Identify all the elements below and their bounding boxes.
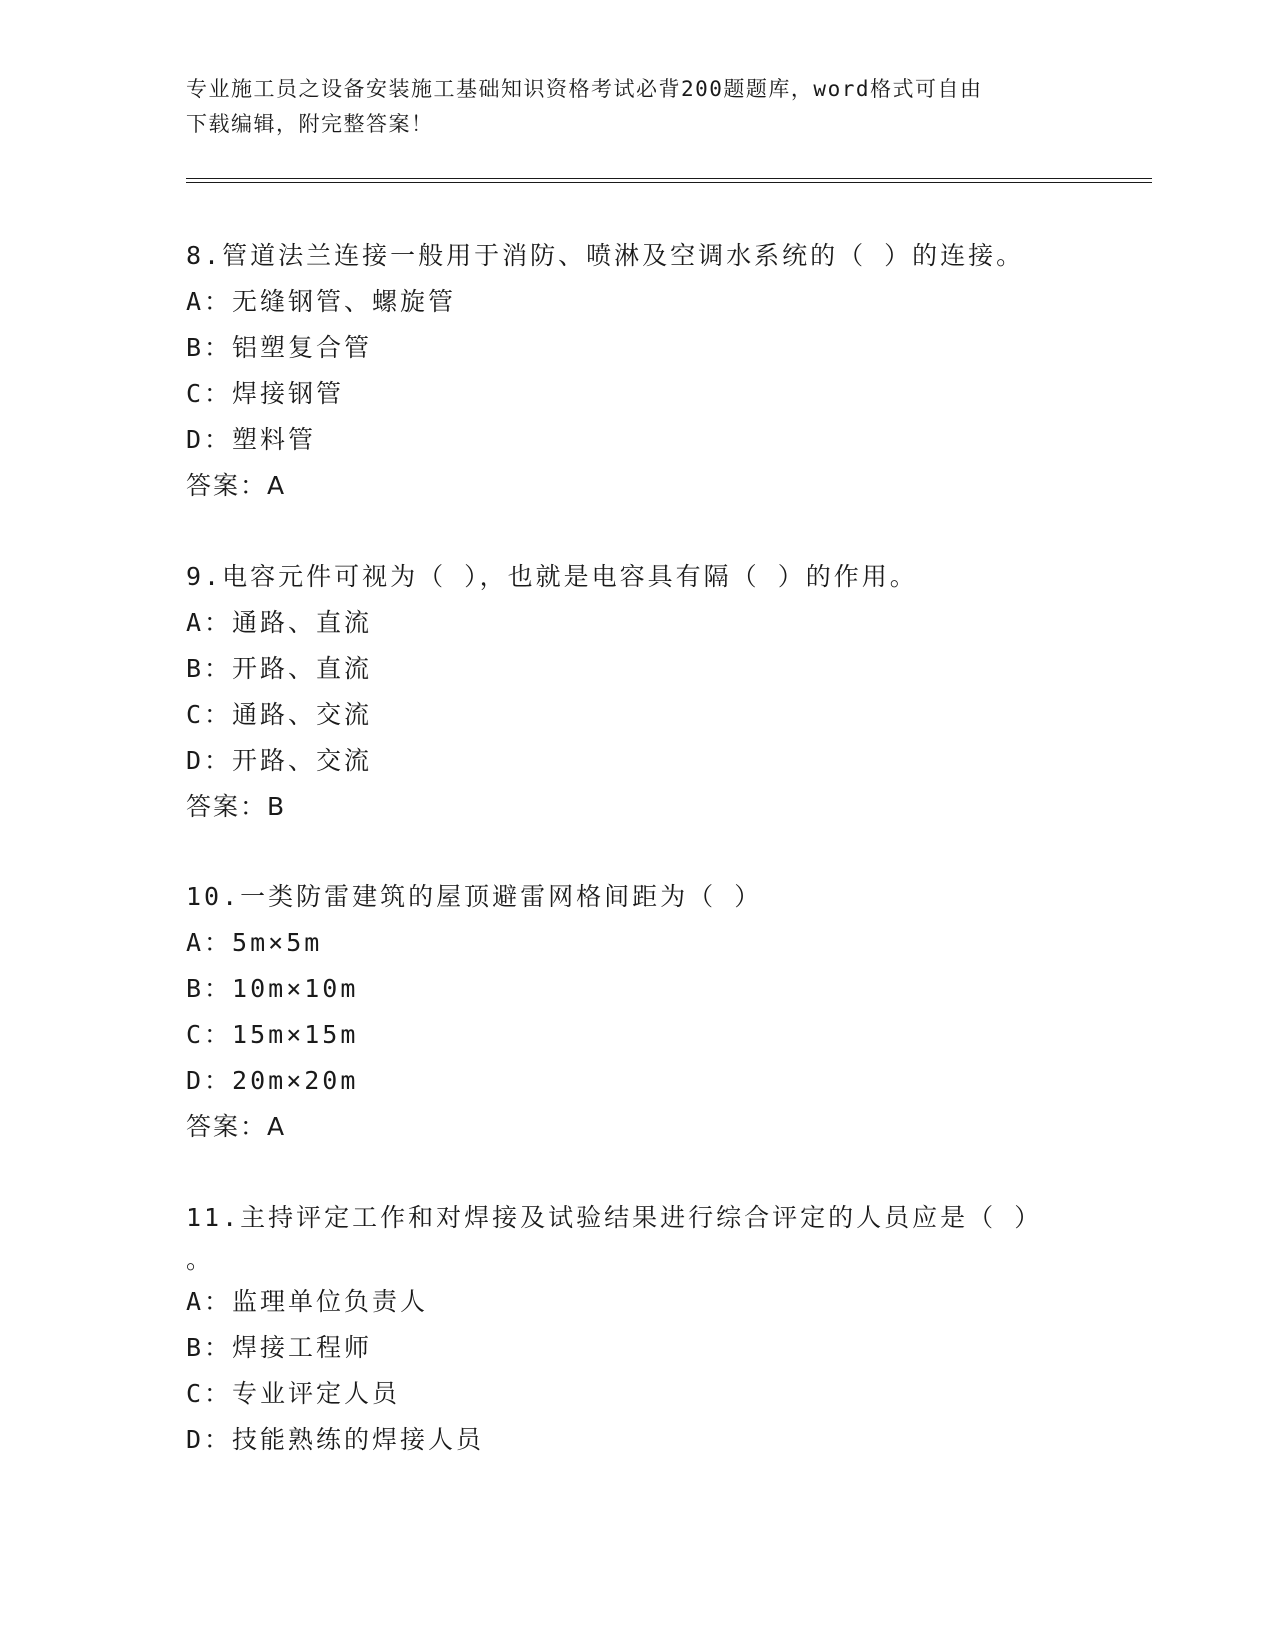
option-d: D：技能熟练的焊接人员 (186, 1425, 485, 1454)
question-text-continuation: 。 (186, 1245, 212, 1274)
option-d: D：开路、交流 (186, 746, 373, 775)
option-c: C：通路、交流 (186, 700, 373, 729)
option-d: D：塑料管 (186, 425, 317, 454)
question-text: 10.一类防雷建筑的屋顶避雷网格间距为（ ） (186, 882, 763, 911)
option-d: D：20m×20m (186, 1066, 359, 1095)
option-a: A：通路、直流 (186, 608, 373, 637)
option-a: A：5m×5m (186, 928, 323, 957)
option-b: B：开路、直流 (186, 654, 373, 683)
option-b: B：10m×10m (186, 974, 359, 1003)
question-text: 9.电容元件可视为（ ），也就是电容具有隔（ ）的作用。 (186, 562, 918, 591)
option-a: A：无缝钢管、螺旋管 (186, 287, 457, 316)
option-b: B：焊接工程师 (186, 1333, 373, 1362)
header-divider-top (186, 178, 1152, 179)
header-divider-bottom (186, 182, 1152, 183)
question-11 (186, 1195, 1086, 1463)
option-b: B：铝塑复合管 (186, 333, 373, 362)
option-c: C：15m×15m (186, 1020, 359, 1049)
question-text: 8.管道法兰连接一般用于消防、喷淋及空调水系统的（ ）的连接。 (186, 241, 1025, 270)
question-10 (186, 874, 1086, 1150)
document-header (186, 72, 1066, 142)
question-8 (186, 233, 1086, 509)
option-a: A：监理单位负责人 (186, 1287, 429, 1316)
option-c: C：专业评定人员 (186, 1379, 401, 1408)
header-line-2: 下载编辑，附完整答案！ (186, 112, 434, 136)
answer-label: 答案：A (186, 1112, 287, 1141)
option-c: C：焊接钢管 (186, 379, 345, 408)
header-line-1: 专业施工员之设备安装施工基础知识资格考试必背200题题库，word格式可自由 (186, 77, 983, 101)
answer-label: 答案：A (186, 471, 287, 500)
question-text: 11.主持评定工作和对焊接及试验结果进行综合评定的人员应是（ ） (186, 1203, 1043, 1232)
question-9 (186, 554, 1086, 830)
answer-label: 答案：B (186, 792, 287, 821)
